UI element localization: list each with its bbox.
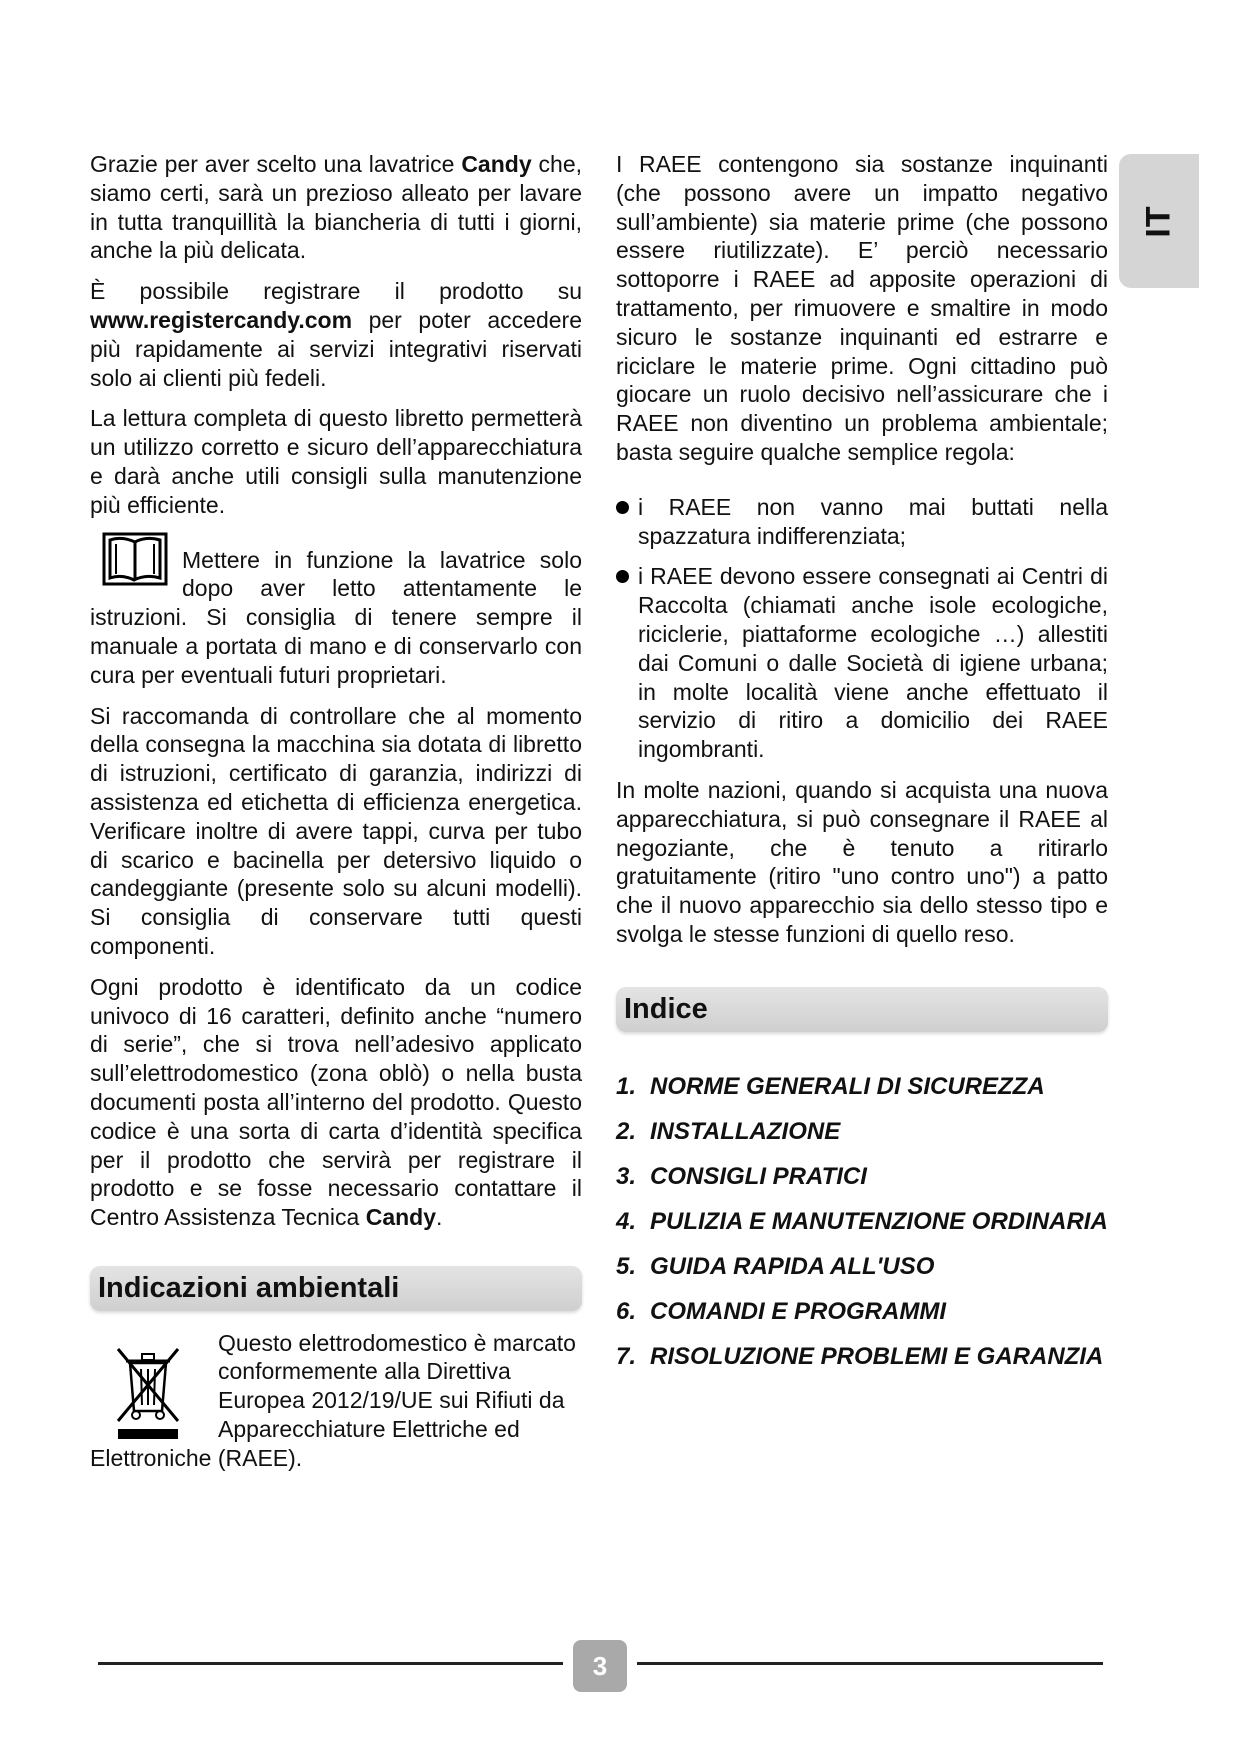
bullet-item: i RAEE non vanno mai buttati nella spazzatura indifferenziata;: [616, 493, 1108, 551]
weee-text: Questo elettrodomestico è marcato conformemente alla Direttiva Europea 2012/19/UE sui Rifiuti da Apparecchiature Elettriche ed Elettroniche (RAEE).: [90, 1329, 576, 1471]
bullet-item: i RAEE devono essere consegnati ai Centri di Raccolta (chiamati anche isole ecologiche, riciclerie, piattaforme ecologiche …) allestiti dai Comuni o dalle Società di igiene urbana; in molte località viene anche effettuato il servizio di ritiro a domicilio dei RAEE ingombranti.: [616, 562, 1108, 764]
intro-paragraph: Grazie per aver scelto una lavatrice Candy che, siamo certi, sarà un prezioso alleato per lavare in tutta tranquillità la biancheria di tutti i giorni, anche la più delicata.: [90, 151, 582, 264]
index-heading: Indice: [616, 987, 1108, 1032]
environment-heading: Indicazioni ambientali: [90, 1266, 582, 1311]
footer-divider-left: [98, 1662, 563, 1665]
toc-item[interactable]: 6. COMANDI E PROGRAMMI: [616, 1297, 946, 1325]
brand-name: Candy: [365, 1204, 437, 1231]
weee-bin-icon: [112, 1341, 184, 1441]
register-paragraph: È possibile registrare il prodotto su www.registercandy.com per poter accedere più rapidamente ai servizi integrativi riservati solo ai clienti più fedeli.: [90, 278, 582, 391]
check-paragraph: Si raccomanda di controllare che al momento della consegna la macchina sia dotata di libretto di istruzioni, certificato di garanzia, indirizzi di assistenza ed etichetta di efficienza energetica. Verificare inoltre di avere tappi, curva per tubo di scarico e bacinella per detersivo liquido o candeggiante (presente solo su alcuni modelli). Si consiglia di conservare tutti questi componenti.: [90, 702, 582, 959]
page-number: 3: [573, 1640, 627, 1692]
brand-name: Candy: [461, 151, 532, 177]
raee-paragraph: I RAEE contengono sia sostanze inquinanti (che possono avere un impatto negativo sull’ambiente) sia materie prime (che possono essere riutilizzate). E’ perciò necessario sottoporre i RAEE ad apposite operazioni di trattamento, per rimuovere e smaltire in modo sicuro le sostanze inquinanti ed estrarre e riciclare le materie prime. Ogni cittadino può giocare un ruolo decisivo nell’assicurare che i RAEE non diventino un problema ambientale; basta seguire qualche semplice regola:: [616, 151, 1108, 465]
manual-paragraph: Mettere in funzione la lavatrice solo dopo aver letto attentamente le istruzioni. Si consiglia di tenere sempre il manuale a portata di mano e di conservarlo con cura per eventuali futuri proprietari.: [90, 546, 582, 690]
return-paragraph: In molte nazioni, quando si acquista una nuova apparecchiatura, si può consegnare il RAEE al negoziante, che è tenuto a ritirarlo gratuitamente (ritiro "uno contro uno") a patto che il nuovo apparecchio sia dello stesso tipo e svolga le stesse funzioni di quello reso.: [616, 776, 1108, 947]
right-column: [616, 150, 1108, 1387]
left-column: [90, 150, 582, 1473]
toc-item[interactable]: 1. NORME GENERALI DI SICUREZZA: [616, 1072, 1045, 1100]
weee-block: [90, 1329, 582, 1473]
serial-paragraph: Ogni prodotto è identificato da un codice univoco di 16 caratteri, definito anche “numero di serie”, che si trova nell’adesivo applicato sull’elettrodomestico (zona oblò) o nella busta documenti posta all’interno del prodotto. Questo codice è una sorta di carta d’identità specifica per il prodotto che servirà per registrare il prodotto e se fosse necessario contattare il Centro Assistenza Tecnica Candy.: [90, 973, 582, 1231]
toc-item[interactable]: 2. INSTALLAZIONE: [616, 1117, 841, 1145]
reading-paragraph: La lettura completa di questo libretto permetterà un utilizzo corretto e sicuro dell’apparecchiatura e darà anche utili consigli sulla manutenzione più efficiente.: [90, 405, 582, 518]
toc-item[interactable]: 4. PULIZIA E MANUTENZIONE ORDINARIA: [616, 1207, 1108, 1235]
toc-item[interactable]: 7. RISOLUZIONE PROBLEMI E GARANZIA: [616, 1342, 1104, 1370]
table-of-contents: [616, 1072, 1108, 1372]
language-tab-label: IT: [1139, 204, 1178, 238]
footer-divider-right: [637, 1662, 1103, 1665]
toc-item[interactable]: 5. GUIDA RAPIDA ALL'USO: [616, 1252, 935, 1280]
register-link[interactable]: www.registercandy.com: [90, 306, 353, 333]
book-icon: [102, 530, 168, 588]
language-tab: [1119, 154, 1199, 288]
toc-item[interactable]: 3. CONSIGLI PRATICI: [616, 1162, 867, 1190]
